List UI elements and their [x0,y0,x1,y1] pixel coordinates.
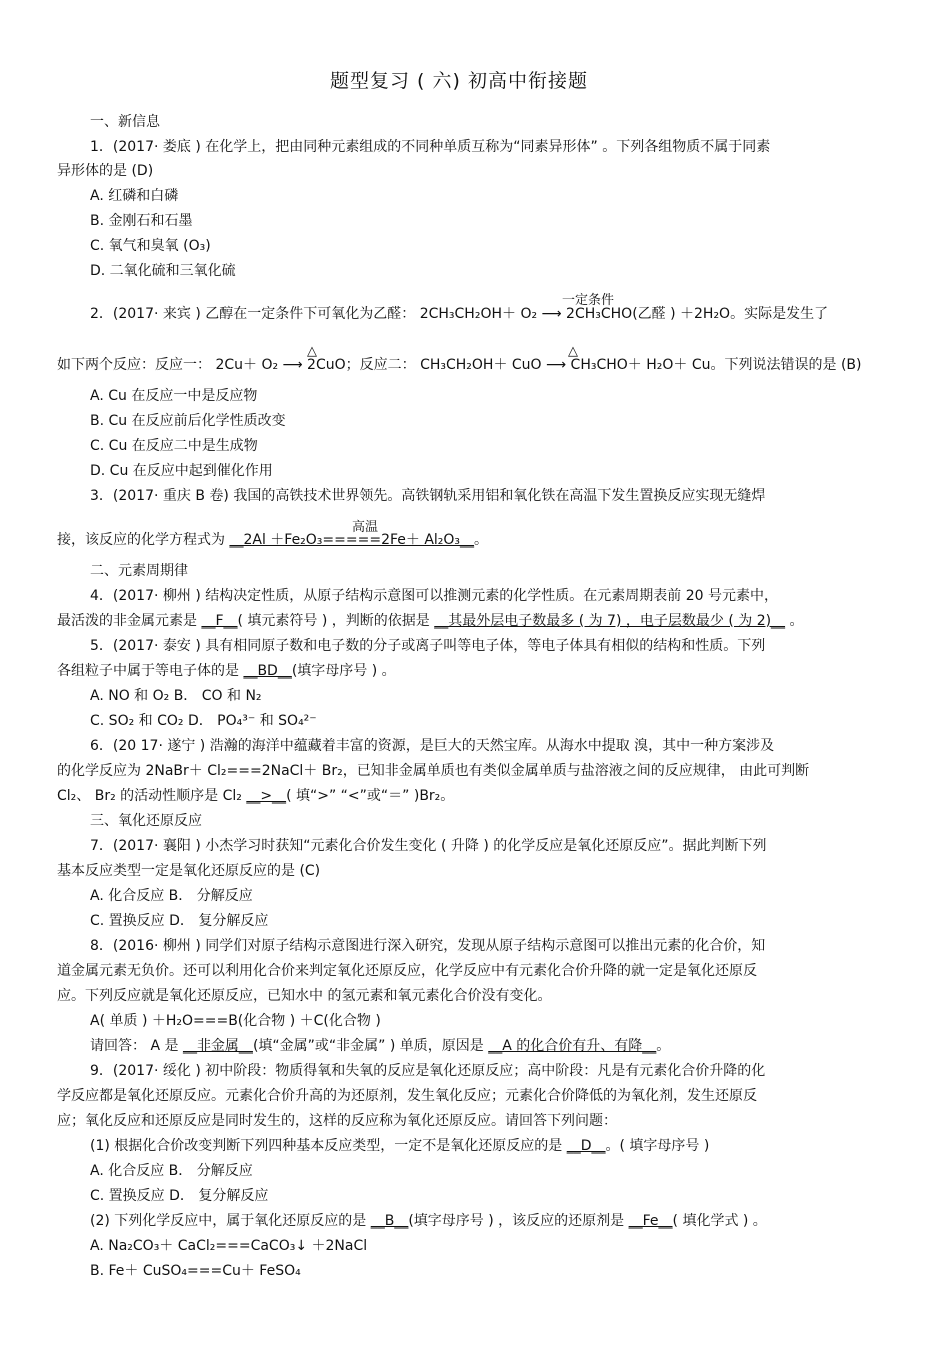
q9-part-2-answer-2: __Fe__ [628,1213,673,1229]
q9-part-1-answer: __D__ [566,1138,606,1154]
q2-condition-label: 一定条件 [562,293,615,308]
q4-line-2: 最活泼的非金属元素是 __F__( 填元素符号 ) ，判断的依据是 __其最外层电子数最多 ( 为 7) ，电子层数最少 ( 为 2)__ 。 [57,613,804,629]
page-title: 题型复习 ( 六) 初高中衔接题 [330,70,588,92]
q1-line-1: 1．(2017· 娄底 ) 在化学上，把由同种元素组成的不同种单质互称为“同素异形体” 。下列各组物质不属于同素 [90,139,771,155]
q8-line-4: 请回答： A 是 __非金属__(填“金属”或“非金属” ) 单质，原因是 __A 的化合价有升、有降__。 [90,1038,671,1054]
q9-part-2: (2) 下列化学反应中，属于氧化还原反应的是 __B__(填字母序号 ) ，该反应的还原剂是 __Fe__( 填化学式 ) 。 [90,1213,767,1229]
q9-option-b: B. Fe＋ CuSO₄===Cu＋ FeSO₄ [90,1263,301,1279]
q4-answer-2: __其最外层电子数最多 ( 为 7) ，电子层数最少 ( 为 2)__ [434,613,786,629]
q8-equation: A( 单质 ) ＋H₂O===B(化合物 ) ＋C(化合物 ) [90,1013,381,1029]
q3-condition-label: 高温 [352,520,379,535]
heat-triangle-icon: △ [307,344,317,359]
q7-options-ab: A. 化合反应 B． 分解反应 [90,888,253,904]
q5-options-cd: C. SO₂ 和 CO₂ D． PO₄³⁻ 和 SO₄²⁻ [90,713,317,729]
section-heading-periodic-law: 二、元素周期律 [90,563,188,579]
q1-line-2: 异形体的是 (D) [57,163,154,179]
q3-line-2: 接，该反应的化学方程式为 __2Al ＋Fe₂O₃=====2Fe＋ Al₂O₃__。 [57,532,489,548]
q6-line-2: 的化学反应为 2NaBr＋ Cl₂===2NaCl＋ Br₂，已知非金属单质也有类似金属单质与盐溶液之间的反应规律， 由此可判断 [57,763,810,779]
heat-triangle-icon: △ [568,344,578,359]
q7-line-1: 7．(2017· 襄阳 ) 小杰学习时获知“元素化合价发生变化 ( 升降 ) 的化学反应是氧化还原反应”。据此判断下列 [90,838,767,854]
q8-line-3: 应。下列反应就是氧化还原反应，已知水中 的氢元素和氧元素化合价没有变化。 [57,988,552,1004]
q5-options-ab: A. NO 和 O₂ B． CO 和 N₂ [90,688,262,704]
q6-line-3: Cl₂、 Br₂ 的活动性顺序是 Cl₂ __>__( 填“>” “<”或“＝” )Br₂。 [57,788,455,804]
q3-answer: __2Al ＋Fe₂O₃=====2Fe＋ Al₂O₃__ [229,532,475,548]
q8-line-2: 道金属元素无负价。还可以利用化合价来判定氧化还原反应，化学反应中有元素化合价升降的就一定是氧化还原反 [57,963,757,979]
q2-option-a: A. Cu 在反应一中是反应物 [90,388,258,404]
q2-line-1: 2．(2017· 来宾 ) 乙醇在一定条件下可氧化为乙醛： 2CH₃CH₂OH＋ O₂ ⟶ 2CH₃CHO(乙醛 ) ＋2H₂O。实际是发生了 [90,306,829,322]
q6-answer: __>__ [246,788,287,804]
q5-line-2: 各组粒子中属于等电子体的是 __BD__(填字母序号 ) 。 [57,663,396,679]
q4-answer-1: __F__ [201,613,238,629]
q5-line-1: 5．(2017· 泰安 ) 具有相同原子数和电子数的分子或离子叫等电子体，等电子体具有相似的结构和性质。下列 [90,638,766,654]
q9-options-cd: C. 置换反应 D． 复分解反应 [90,1188,269,1204]
q9-part-1: (1) 根据化合价改变判断下列四种基本反应类型，一定不是氧化还原反应的是 __D__。( 填字母序号 ) [90,1138,710,1154]
q7-line-2: 基本反应类型一定是氧化还原反应的是 (C) [57,863,321,879]
q2-option-c: C. Cu 在反应二中是生成物 [90,438,258,454]
q1-option-a: A. 红磷和白磷 [90,188,179,204]
q2-line-2: 如下两个反应：反应一： 2Cu＋ O₂ ⟶ 2CuO；反应二： CH₃CH₂OH＋ CuO ⟶ CH₃CHO＋ H₂O＋ Cu。下列说法错误的是 (B) [57,357,862,373]
q3-line-1: 3．(2017· 重庆 B 卷) 我国的高铁技术世界领先。高铁钢轨采用铝和氧化铁在高温下发生置换反应实现无缝焊 [90,488,766,504]
section-heading-new-info: 一、新信息 [90,114,160,130]
q1-option-c: C. 氧气和臭氧 (O₃) [90,238,211,254]
q9-line-3: 应；氧化反应和还原反应是同时发生的，这样的反应称为氧化还原反应。请回答下列问题： [57,1113,617,1129]
q2-option-d: D. Cu 在反应中起到催化作用 [90,463,273,479]
q4-line-1: 4．(2017· 柳州 ) 结构决定性质，从原子结构示意图可以推测元素的化学性质。在元素周期表前 20 号元素中， [90,588,778,604]
q6-line-1: 6．(20 17· 遂宁 ) 浩瀚的海洋中蕴藏着丰富的资源，是巨大的天然宝库。从海水中提取 溴，其中一种方案涉及 [90,738,775,754]
q5-answer: __BD__ [243,663,292,679]
q8-line-1: 8．(2016· 柳州 ) 同学们对原子结构示意图进行深入研究，发现从原子结构示意图可以推出元素的化合价，知 [90,938,766,954]
q1-option-d: D. 二氧化硫和三氧化硫 [90,263,236,279]
q9-line-2: 学反应都是氧化还原反应。元素化合价升高的为还原剂，发生氧化反应；元素化合价降低的为氧化剂，发生还原反 [57,1088,757,1104]
q9-options-ab: A. 化合反应 B． 分解反应 [90,1163,253,1179]
q8-answer-2: __A 的化合价有升、有降__ [488,1038,657,1054]
q1-option-b: B. 金刚石和石墨 [90,213,193,229]
q8-answer-1: __非金属__ [182,1038,253,1054]
section-heading-redox: 三、氧化还原反应 [90,813,202,829]
q2-option-b: B. Cu 在反应前后化学性质改变 [90,413,286,429]
q7-options-cd: C. 置换反应 D． 复分解反应 [90,913,269,929]
q9-option-a: A. Na₂CO₃＋ CaCl₂===CaCO₃↓ ＋2NaCl [90,1238,368,1254]
q9-part-2-answer-1: __B__ [370,1213,409,1229]
q9-line-1: 9．(2017· 绥化 ) 初中阶段：物质得氧和失氧的反应是氧化还原反应；高中阶段：凡是有元素化合价升降的化 [90,1063,766,1079]
